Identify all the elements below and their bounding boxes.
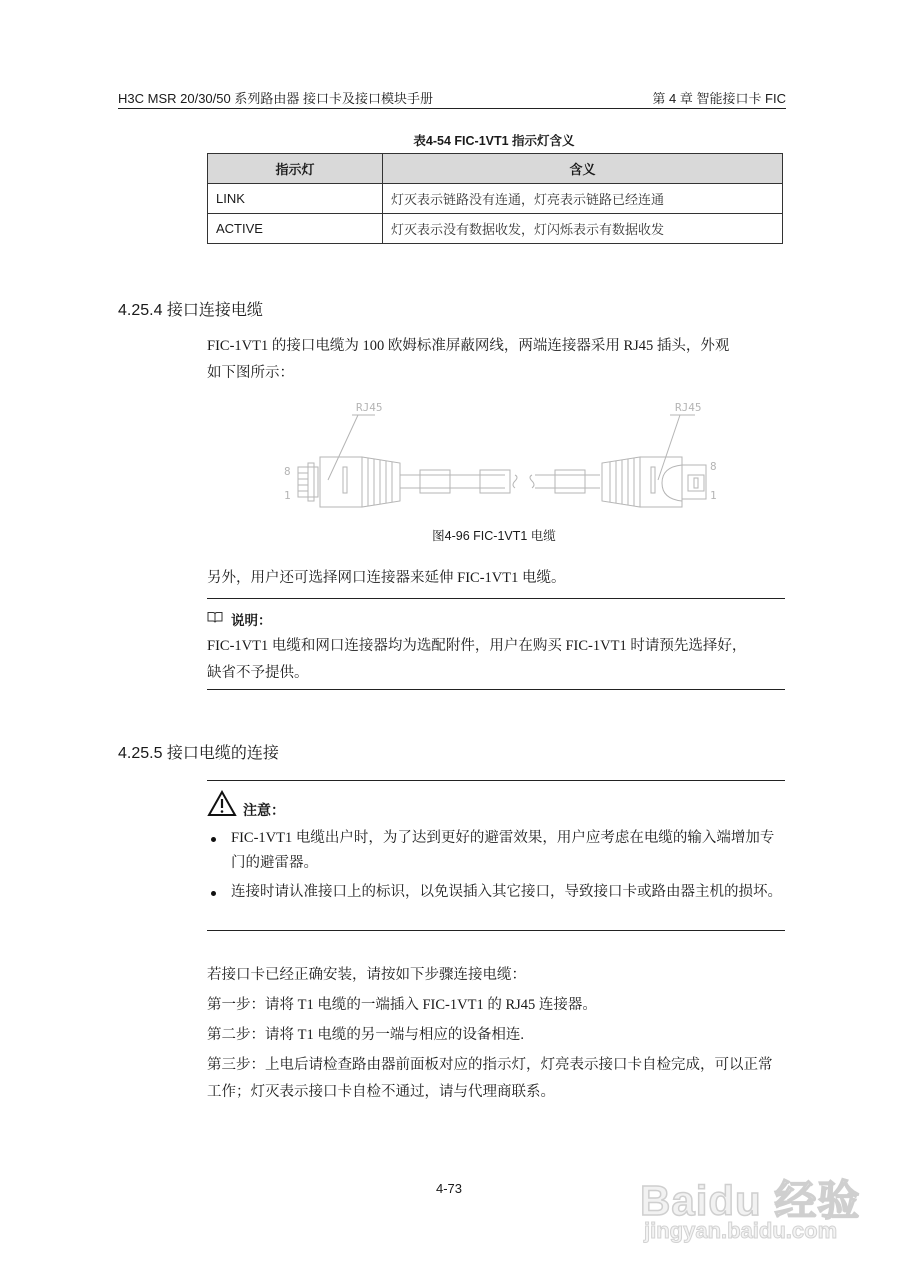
note-heading [207,609,272,629]
caution-heading [207,790,285,820]
watermark-brand: Baidu 经验 [640,1177,861,1224]
indicator-cell: ACTIVE [208,214,383,244]
indicator-cell: LINK [208,184,383,214]
page-number: 4-73 [436,1181,463,1196]
extension-text: 另外，用户还可选择网口连接器来延伸 FIC-1VT1 电缆。 [207,570,566,586]
table-caption: 表4-54 FIC-1VT1 指示灯含义 [413,134,575,148]
section-heading-4255: 4.25.5 接口电缆的连接 [118,745,279,762]
caution-item: 连接时请认准接口上的标识，以免误插入其它接口，导致接口卡或路由器主机的损坏。 [207,880,785,905]
table-row [208,214,783,244]
note-line2: 缺省不予提供。 [207,665,309,681]
book-icon [207,611,223,627]
rj45-cable-figure [270,395,730,510]
note-body [207,633,785,687]
step-3: 第三步：上电后请检查路由器前面板对应的指示灯，灯亮表示接口卡自检完成，可以正常工作；灯灭表示接口卡自检不通过，请与代理商联系。 [207,1057,773,1100]
right-connector-label: RJ45 [675,401,702,414]
cable-description [207,333,785,387]
meaning-cell: 灯灭表示没有数据收发，灯闪烁表示有数据收发 [383,214,783,244]
left-pin-8-label: 8 [284,465,291,478]
column-header-meaning: 含义 [383,154,783,184]
table-row [208,184,783,214]
caution-title: 注意： [243,802,285,818]
rj45-cable-drawing [270,395,730,510]
note-line1: FIC-1VT1 电缆和网口连接器均为选配附件，用户在购买 FIC-1VT1 时请预先选择好， [207,638,747,654]
right-pin-1-label: 1 [710,489,717,502]
cable-description-line2: 如下图所示： [207,365,294,381]
note-title: 说明： [231,613,272,628]
step-1: 第一步：请将 T1 电缆的一端插入 FIC-1VT1 的 RJ45 连接器。 [207,997,597,1013]
caution-top-rule [207,780,785,781]
left-pin-1-label: 1 [284,489,291,502]
cable-description-line1: FIC-1VT1 的接口电缆为 100 欧姆标准屏蔽网线，两端连接器采用 RJ45 插头，外观 [207,338,730,354]
watermark-url: jingyan.baidu.com [644,1218,838,1243]
running-header [118,86,786,109]
caution-list [207,826,785,909]
header-manual-title: H3C MSR 20/30/50 系列路由器 接口卡及接口模块手册 [118,91,433,106]
meaning-cell: 灯灭表示链路没有连通，灯亮表示链路已经连通 [383,184,783,214]
baidu-watermark [640,1160,880,1250]
warning-triangle-icon [207,790,237,820]
column-header-indicator: 指示灯 [208,154,383,184]
caution-bottom-rule [207,930,785,931]
section-heading-4254: 4.25.4 接口连接电缆 [118,302,263,319]
connection-steps [207,962,785,1109]
table-header-row [208,154,783,184]
left-connector-label: RJ45 [356,401,383,414]
header-chapter-title: 第 4 章 智能接口卡 FIC [652,91,786,106]
step-2: 第二步：请将 T1 电缆的另一端与相应的设备相连. [207,1027,524,1043]
caution-item: FIC-1VT1 电缆出户时，为了达到更好的避雷效果，用户应考虑在电缆的输入端增加专门的避雷器。 [207,826,785,876]
note-bottom-rule [207,689,785,690]
right-pin-8-label: 8 [710,460,717,473]
indicator-table [207,153,783,244]
note-top-rule [207,598,785,599]
figure-caption: 图4-96 FIC-1VT1 电缆 [432,529,556,543]
steps-intro: 若接口卡已经正确安装，请按如下步骤连接电缆： [207,967,526,983]
